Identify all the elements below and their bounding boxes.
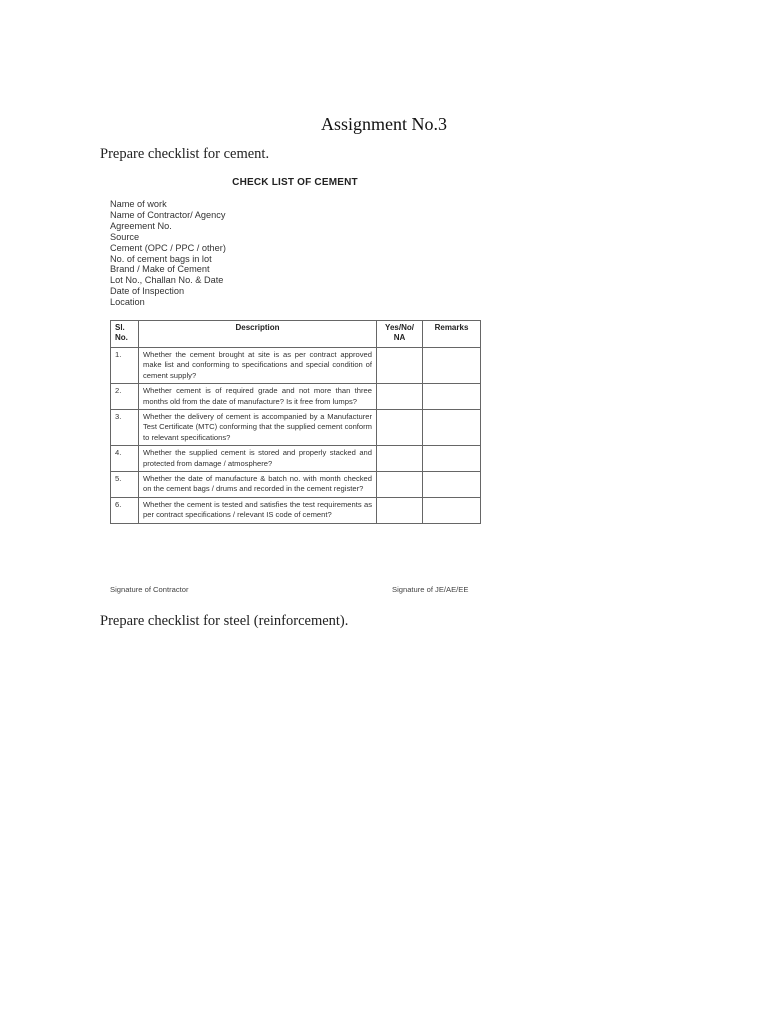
row-remarks-cell bbox=[423, 384, 481, 410]
row-sl-no: 5. bbox=[111, 472, 139, 498]
field-location: Location bbox=[110, 297, 145, 308]
column-header-sl-no: Sl. No. bbox=[111, 321, 139, 348]
row-sl-no: 1. bbox=[111, 348, 139, 384]
field-lot-challan: Lot No., Challan No. & Date bbox=[110, 275, 224, 286]
field-bag-count: No. of cement bags in lot bbox=[110, 253, 212, 264]
field-agreement-no: Agreement No. bbox=[110, 220, 172, 231]
row-description: Whether the supplied cement is stored and properly stacked and protected from damage / atmosphere? bbox=[139, 446, 377, 472]
task-prompt-cement: Prepare checklist for cement. bbox=[100, 146, 270, 162]
row-yes-no-cell bbox=[377, 348, 423, 384]
column-header-yes-no: Yes/No/ NA bbox=[377, 321, 423, 348]
row-sl-no: 6. bbox=[111, 497, 139, 523]
page-title: Assignment No.3 bbox=[321, 114, 447, 134]
row-description: Whether the delivery of cement is accompanied by a Manufacturer Test Certificate (MTC) conforming that the supplied cement conform to relevant specifications? bbox=[139, 410, 377, 446]
row-description: Whether the date of manufacture & batch no. with month checked on the cement bags / drums and recorded in the cement register? bbox=[139, 472, 377, 498]
column-header-description: Description bbox=[139, 321, 377, 348]
checklist-field-list bbox=[110, 199, 226, 308]
checklist-heading: CHECK LIST OF CEMENT bbox=[232, 177, 358, 188]
table-row bbox=[111, 497, 481, 523]
field-contractor: Name of Contractor/ Agency bbox=[110, 209, 226, 220]
row-sl-no: 3. bbox=[111, 410, 139, 446]
field-name-of-work: Name of work bbox=[110, 199, 167, 209]
row-yes-no-cell bbox=[377, 497, 423, 523]
row-remarks-cell bbox=[423, 497, 481, 523]
row-sl-no: 4. bbox=[111, 446, 139, 472]
row-remarks-cell bbox=[423, 348, 481, 384]
signature-contractor: Signature of Contractor bbox=[110, 585, 189, 594]
table-header-row bbox=[111, 321, 481, 348]
row-remarks-cell bbox=[423, 410, 481, 446]
row-sl-no: 2. bbox=[111, 384, 139, 410]
field-brand: Brand / Make of Cement bbox=[110, 264, 210, 275]
checklist-table bbox=[110, 320, 481, 524]
table-row bbox=[111, 472, 481, 498]
table-row bbox=[111, 384, 481, 410]
row-description: Whether the cement brought at site is as per contract approved make list and conforming to specifications and special condition of cement supply? bbox=[139, 348, 377, 384]
column-header-remarks: Remarks bbox=[423, 321, 481, 348]
signature-engineer: Signature of JE/AE/EE bbox=[392, 585, 469, 594]
row-remarks-cell bbox=[423, 446, 481, 472]
row-yes-no-cell bbox=[377, 384, 423, 410]
task-prompt-steel: Prepare checklist for steel (reinforcement). bbox=[100, 613, 349, 629]
row-yes-no-cell bbox=[377, 446, 423, 472]
row-yes-no-cell bbox=[377, 410, 423, 446]
row-description: Whether cement is of required grade and not more than three months old from the date of manufacture? Is it free from lumps? bbox=[139, 384, 377, 410]
field-source: Source bbox=[110, 231, 140, 242]
row-yes-no-cell bbox=[377, 472, 423, 498]
field-cement-type: Cement (OPC / PPC / other) bbox=[110, 242, 226, 253]
field-inspection-date: Date of Inspection bbox=[110, 286, 185, 297]
table-row bbox=[111, 410, 481, 446]
table-row bbox=[111, 446, 481, 472]
row-remarks-cell bbox=[423, 472, 481, 498]
row-description: Whether the cement is tested and satisfies the test requirements as per contract specifications / relevant IS code of cement? bbox=[139, 497, 377, 523]
table-row bbox=[111, 348, 481, 384]
